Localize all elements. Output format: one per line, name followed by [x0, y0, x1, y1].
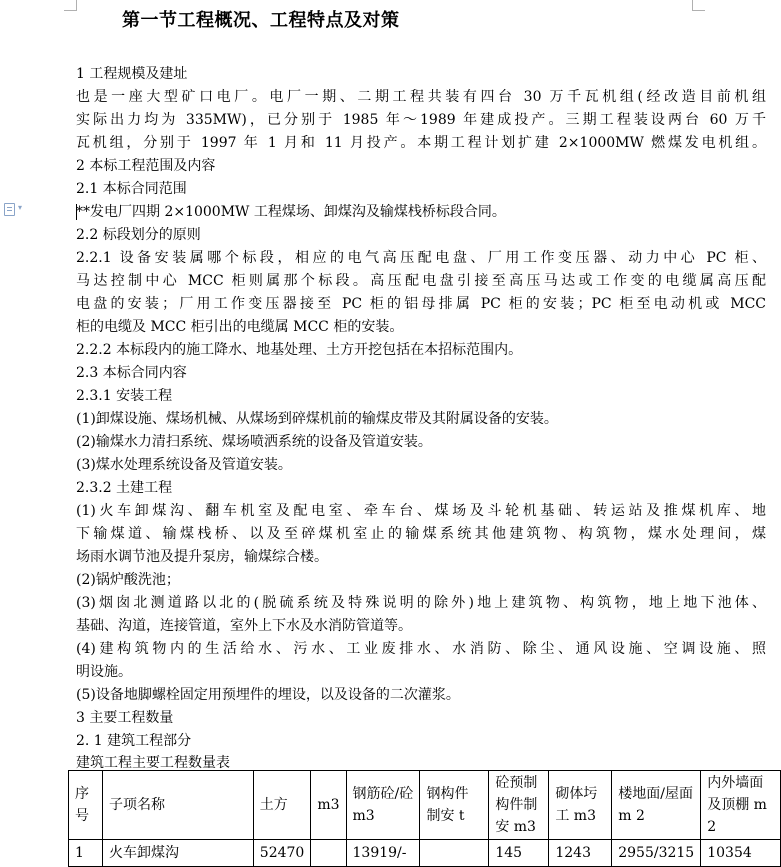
list-item-line: 场雨水调节池及提升泵房，输煤综合楼。 — [76, 549, 328, 565]
list-item: (2)输煤水力清扫系统、煤场喷洒系统的设备及管道安装。 — [76, 434, 432, 450]
heading-3: 3 主要工程数量 — [76, 710, 174, 726]
paragraph-line: 2.2.1 设备安装属哪个标段，相应的电气高压配电盘、厂用工作变压器、动力中心 PC 柜、 — [76, 250, 766, 266]
margin-corner-mark — [692, 0, 705, 11]
paragraph-line: 2.2.2 本标段内的施工降水、地基处理、土方开挖包括在本招标范围内。 — [76, 342, 523, 358]
header-name: 子项名称 — [102, 771, 253, 840]
margin-corner-mark — [64, 0, 77, 11]
chevron-down-icon: ▾ — [18, 203, 23, 212]
cell-masonry: 1243 — [549, 840, 612, 867]
header-wall: 内外墙面及顶棚 m 2 — [701, 771, 781, 840]
paragraph-line: 电盘的安装；厂用工作变压器接至 PC 柜的铝母排属 PC 柜的安装；PC 柜至电动机或 MCC — [76, 296, 766, 312]
heading-1: 1 工程规模及建址 — [76, 66, 188, 82]
list-item-line: (1)火车卸煤沟、翻车机室及配电室、牵车台、煤场及斗轮机基础、转运站及推煤机库、地 — [76, 503, 766, 519]
heading-2-1: 2.1 本标合同范围 — [76, 181, 187, 197]
header-masonry: 砌体圬工 m3 — [549, 771, 612, 840]
paragraph-line: 也是一座大型矿口电厂。电厂一期、二期工程共装有四台 30 万千瓦机组(经改造目前机组 — [76, 89, 766, 105]
quantity-table — [68, 770, 781, 867]
paragraph-options-icon[interactable] — [4, 203, 34, 217]
header-steel: 钢构件制安 t — [420, 771, 489, 840]
list-item: (3)煤水处理系统设备及管道安装。 — [76, 457, 292, 473]
cell-no: 1 — [69, 840, 103, 867]
table-header-row — [69, 771, 781, 840]
table-caption: 建筑工程主要工程数量表 — [76, 755, 230, 771]
document-icon — [4, 203, 15, 216]
cell-rebar: 13919/- — [346, 840, 420, 867]
list-item-line: 明设施。 — [76, 664, 132, 680]
cell-name: 火车卸煤沟 — [102, 840, 253, 867]
cell-earth: 52470 — [253, 840, 311, 867]
header-no: 序号 — [69, 771, 103, 840]
list-item: (5)设备地脚螺栓固定用预埋件的埋设，以及设备的二次灌浆。 — [76, 687, 460, 703]
header-rebar: 钢筋砼/砼 m3 — [346, 771, 420, 840]
heading-2-3-1: 2.3.1 安装工程 — [76, 388, 173, 404]
heading-2: 2 本标工程范围及内容 — [76, 158, 216, 174]
paragraph-line: 柜的电缆及 MCC 柜引出的电缆属 MCC 柜的安装。 — [76, 319, 404, 335]
cell-floor: 2955/3215 — [612, 840, 701, 867]
cell-steel — [420, 840, 489, 867]
cell-wall: 10354 — [701, 840, 781, 867]
table-row — [69, 840, 781, 867]
list-item: (1)卸煤设施、煤场机械、从煤场到碎煤机前的输煤皮带及其附属设备的安装。 — [76, 411, 558, 427]
paragraph-line: **发电厂四期 2×1000MW 工程煤场、卸煤沟及输煤栈桥标段合同。 — [76, 204, 506, 220]
paragraph-line: 实际出力均为 335MW)，已分别于 1985 年～1989 年建成投产。三期工程装设两台 60 万千 — [76, 112, 766, 128]
list-item-line: (3)烟囱北测道路以北的(脱硫系统及特殊说明的除外)地上建筑物、构筑物，地上地下池体、 — [76, 595, 766, 611]
list-item-line: (4)建构筑物内的生活给水、污水、工业废排水、水消防、除尘、通风设施、空调设施、照 — [76, 641, 766, 657]
section-title: 第一节工程概况、工程特点及对策 — [122, 10, 400, 31]
header-unit: m3 — [311, 771, 346, 840]
heading-2-3-2: 2.3.2 土建工程 — [76, 480, 173, 496]
heading-2-2: 2.2 标段划分的原则 — [76, 227, 201, 243]
paragraph-line: 马达控制中心 MCC 柜则属那个标段。高压配电盘引接至高压马达或工作变的电缆属高压配 — [76, 273, 766, 289]
heading-2-1-building: 2. 1 建筑工程部分 — [76, 733, 192, 749]
header-earth: 土方 — [253, 771, 311, 840]
paragraph-line: 瓦机组，分别于 1997 年 1 月和 11 月投产。本期工程计划扩建 2×1000MW 燃煤发电机组。 — [76, 135, 766, 151]
cell-unit — [311, 840, 346, 867]
header-precast: 砼预制构件制安 m3 — [489, 771, 549, 840]
list-item: (2)锅炉酸洗池； — [76, 572, 180, 588]
heading-2-3: 2.3 本标合同内容 — [76, 365, 187, 381]
header-floor: 楼地面/屋面 m 2 — [612, 771, 701, 840]
list-item-line: 下输煤道、输煤栈桥、以及至碎煤机室止的输煤系统其他建筑物、构筑物，煤水处理间，煤 — [76, 526, 766, 542]
list-item-line: 基础、沟道，连接管道，室外上下水及水消防管道等。 — [76, 618, 412, 634]
cell-precast: 145 — [489, 840, 549, 867]
